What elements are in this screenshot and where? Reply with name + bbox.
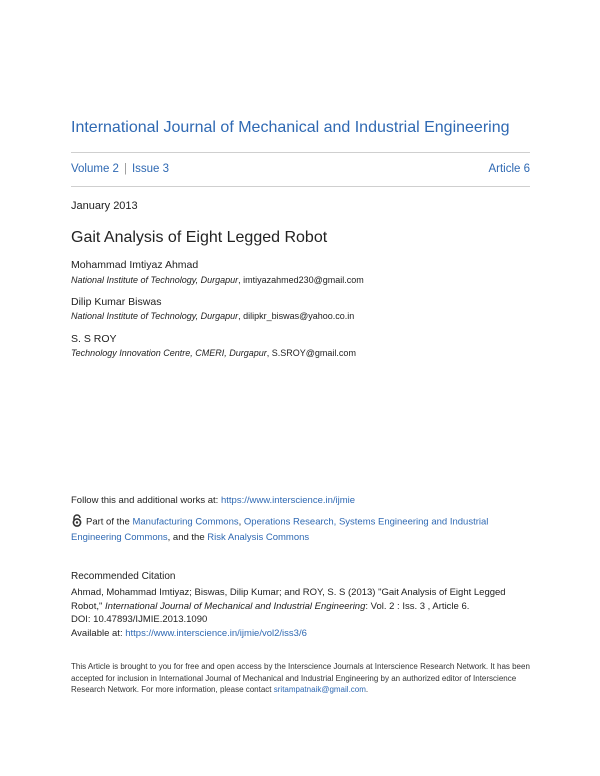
citation-doi: DOI: 10.47893/IJMIE.2013.1090 xyxy=(71,614,208,625)
author-affiliation xyxy=(71,275,364,285)
manufacturing-commons-link[interactable]: Manufacturing Commons xyxy=(132,516,239,528)
author-name: S. S ROY xyxy=(71,333,117,345)
volume-link[interactable]: Volume 2 xyxy=(71,163,119,175)
follow-line xyxy=(71,495,355,506)
open-access-icon xyxy=(71,514,83,530)
issue-bar xyxy=(71,163,530,175)
citation-heading: Recommended Citation xyxy=(71,571,176,582)
part-of-text: Part of the xyxy=(86,516,133,528)
citation-line xyxy=(71,600,541,614)
top-divider xyxy=(71,152,530,153)
author-affiliation xyxy=(71,348,356,358)
affiliation-email: , dilipkr_biswas@yahoo.co.in xyxy=(238,311,355,321)
author-affiliation xyxy=(71,311,354,321)
bottom-divider xyxy=(71,186,530,187)
operations-research-link[interactable]: Operations Research, Systems Engineering and Industrial xyxy=(243,516,489,528)
paper-title: Gait Analysis of Eight Legged Robot xyxy=(71,229,328,246)
commons-separator: , xyxy=(238,516,244,528)
commons-line-2 xyxy=(71,532,309,543)
follow-link[interactable]: https://www.interscience.in/ijmie xyxy=(220,495,356,506)
article-link[interactable]: Article 6 xyxy=(488,163,530,175)
journal-title[interactable]: International Journal of Mechanical and Industrial Engineering xyxy=(71,119,510,136)
risk-analysis-commons-link[interactable]: Risk Analysis Commons xyxy=(207,532,310,543)
footer-end: . xyxy=(365,685,369,694)
follow-text: Follow this and additional works at: xyxy=(71,495,221,506)
contact-email-link[interactable]: sritampatnaik@gmail.com xyxy=(273,685,366,694)
affiliation-email: , S.SROY@gmail.com xyxy=(266,348,356,358)
citation-body xyxy=(71,586,541,640)
author-name: Dilip Kumar Biswas xyxy=(71,296,162,308)
citation-available xyxy=(71,627,541,641)
affiliation-institution: National Institute of Technology, Durgapur xyxy=(71,311,239,321)
commons-line xyxy=(71,514,488,530)
citation-journal: International Journal of Mechanical and Industrial Engineering xyxy=(105,600,366,612)
author-name: Mohammad Imtiyaz Ahmad xyxy=(71,259,199,271)
affiliation-institution: National Institute of Technology, Durgapur xyxy=(71,275,239,285)
affiliation-institution: Technology Innovation Centre, CMERI, Durgapur xyxy=(71,348,267,358)
issue-link[interactable]: Issue 3 xyxy=(131,163,170,175)
footer-notice xyxy=(71,661,531,696)
operations-research-link-cont[interactable]: Engineering Commons xyxy=(71,532,168,543)
available-link[interactable]: https://www.interscience.in/ijmie/vol2/iss3/6 xyxy=(125,627,307,639)
affiliation-email: , imtiyazahmed230@gmail.com xyxy=(238,275,364,285)
citation-line: Ahmad, Mohammad Imtiyaz; Biswas, Dilip Kumar; and ROY, S. S (2013) "Gait Analysis of Eight Legged xyxy=(71,587,506,598)
citation-robot: Robot," xyxy=(71,600,106,612)
issue-separator: | xyxy=(123,163,127,175)
footer-text: This Article is brought to you for free and open access by the Interscience Journals at Interscience Research Network. It has been accepted for inclusion in International Journal of Mechanical and Industrial Engineering by an authorized editor of Interscience Research Network. For more information, please contact xyxy=(71,662,530,694)
citation-volume: : Vol. 2 : Iss. 3 , Article 6. xyxy=(365,600,470,612)
publication-date: January 2013 xyxy=(71,200,138,212)
available-label: Available at: xyxy=(71,627,126,639)
and-the-text: , and the xyxy=(167,532,208,543)
